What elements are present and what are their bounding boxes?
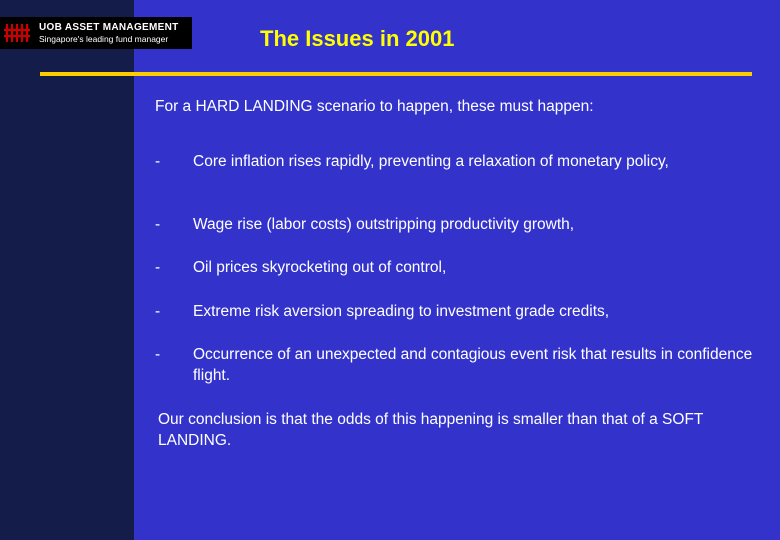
bullet-marker: - — [155, 303, 161, 320]
title-divider — [40, 72, 752, 76]
intro-text: For a HARD LANDING scenario to happen, these must happen: — [155, 98, 594, 115]
bullet-item — [155, 301, 753, 322]
left-sidebar-band — [0, 0, 134, 540]
bullet-marker: - — [155, 153, 161, 170]
uob-logo — [0, 17, 192, 49]
bullet-item — [155, 257, 753, 278]
bullet-marker: - — [155, 346, 161, 363]
slide-title: The Issues in 2001 — [260, 26, 455, 51]
logo-tagline: Singapore's leading fund manager — [39, 33, 169, 44]
bullet-item — [155, 214, 753, 235]
uob-logo-mark-icon — [0, 17, 34, 49]
logo-text — [34, 17, 192, 49]
bullet-text: Wage rise (labor costs) outstripping productivity growth, — [193, 216, 575, 233]
logo-company-name: UOB ASSET MANAGEMENT — [39, 21, 179, 33]
conclusion-text: Our conclusion is that the odds of this happening is smaller than that of a SOFT LANDING. — [158, 411, 704, 449]
bullet-marker: - — [155, 216, 161, 233]
bullet-text: Extreme risk aversion spreading to investment grade credits, — [193, 303, 610, 320]
bullet-item — [155, 151, 753, 172]
bullet-text: Occurrence of an unexpected and contagious event risk that results in confidence flight. — [193, 346, 753, 384]
bullet-text: Oil prices skyrocketing out of control, — [193, 259, 447, 276]
bullet-text: Core inflation rises rapidly, preventing a relaxation of monetary policy, — [193, 153, 669, 170]
bullet-item — [155, 344, 753, 386]
bullet-marker: - — [155, 259, 161, 276]
